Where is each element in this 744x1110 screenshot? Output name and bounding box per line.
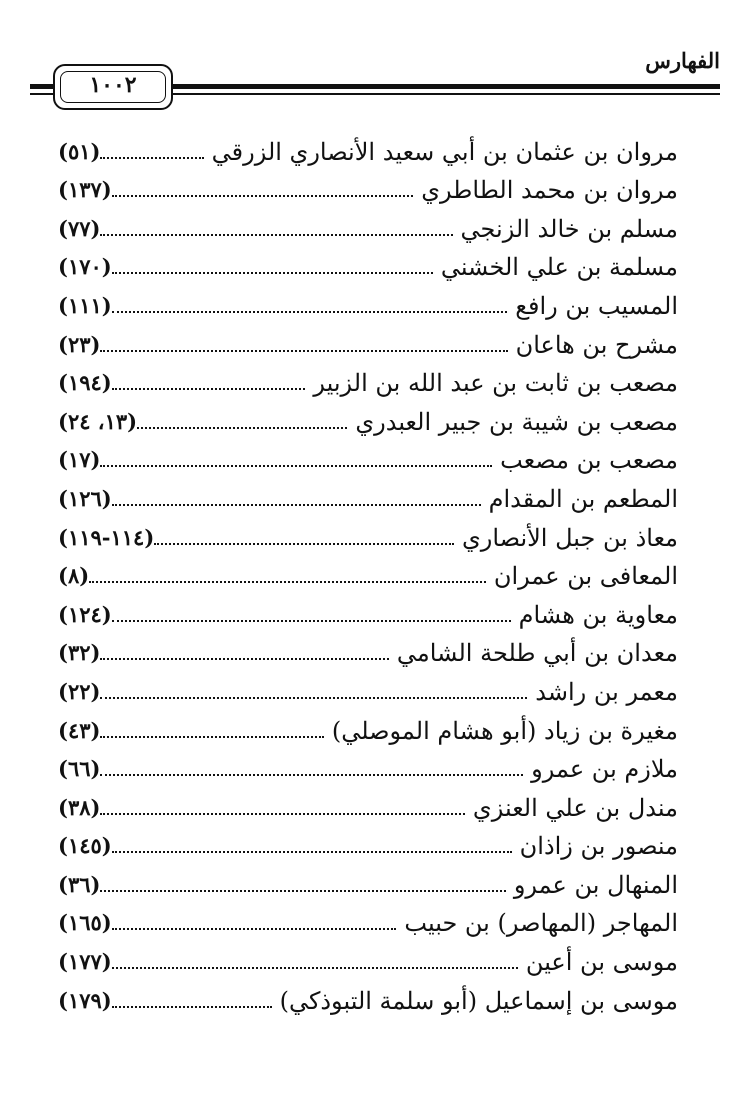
entry-name: معدان بن أبي طلحة الشامي [396, 639, 678, 668]
index-entry [58, 169, 678, 208]
entry-name: معاذ بن جبل الأنصاري [461, 523, 678, 552]
entry-page-refs: (٥١) [58, 138, 101, 164]
index-entry [58, 400, 678, 439]
dot-leader [112, 272, 433, 274]
entry-page-refs: (٢٢) [58, 678, 101, 704]
entry-page-refs: (١٧٩) [58, 987, 112, 1013]
entry-name: مسلمة بن علي الخشني [440, 253, 678, 282]
entry-name: ملازم بن عمرو [531, 755, 678, 784]
index-entry [58, 979, 678, 1018]
entry-page-refs: (١٧٧) [58, 949, 112, 975]
dot-leader [100, 350, 507, 352]
dot-leader [100, 697, 527, 699]
entry-name: مروان بن محمد الطاطري [421, 176, 678, 205]
entry-page-refs: (٧٧) [58, 215, 101, 241]
index-entry [58, 593, 678, 632]
entry-page-refs: (١٧) [58, 447, 101, 473]
index-entry [58, 439, 678, 478]
dot-leader [100, 234, 452, 236]
index-entry [58, 825, 678, 864]
page-number-frame [53, 64, 173, 110]
entry-page-refs: (٢٣) [58, 331, 101, 357]
entry-name: مصعب بن مصعب [500, 446, 678, 475]
dot-leader [137, 427, 347, 429]
entry-page-refs: (٨) [58, 563, 90, 589]
index-entry [58, 362, 678, 401]
entry-name: المنهال بن عمرو [513, 870, 678, 899]
dot-leader [100, 658, 388, 660]
dot-leader [154, 543, 454, 545]
index-entry [58, 940, 678, 979]
index-entry [58, 555, 678, 594]
entry-page-refs: (١٦٥) [58, 910, 112, 936]
entry-page-refs: (١٢٤) [58, 601, 112, 627]
index-entry [58, 863, 678, 902]
entry-page-refs: (٣٦) [58, 871, 101, 897]
index-entry [58, 284, 678, 323]
entry-name: مغيرة بن زياد (أبو هشام الموصلي) [331, 716, 678, 745]
index-entry [58, 130, 678, 169]
dot-leader [112, 620, 511, 622]
section-title: الفهارس [645, 48, 720, 73]
entry-name: مصعب بن شيبة بن جبير العبدري [355, 407, 678, 436]
page-number: ١٠٠٢ [89, 72, 137, 98]
entry-page-refs: (١٢٦) [58, 485, 112, 511]
dot-leader [112, 928, 397, 930]
entry-page-refs: (١٣٧) [58, 177, 112, 203]
index-entry [58, 632, 678, 671]
index-entry [58, 207, 678, 246]
entry-name: مشرح بن هاعان [515, 330, 678, 359]
entry-page-refs: (٣٨) [58, 794, 101, 820]
dot-leader [100, 157, 203, 159]
entry-name: مسلم بن خالد الزنجي [460, 214, 678, 243]
dot-leader [100, 465, 492, 467]
entry-name: مندل بن علي العنزي [472, 793, 678, 822]
entry-page-refs: (٦٦) [58, 756, 101, 782]
entry-page-refs: (١٧٠) [58, 254, 112, 280]
dot-leader [100, 774, 523, 776]
dot-leader [100, 813, 464, 815]
entry-name: موسى بن إسماعيل (أبو سلمة التبوذكي) [279, 986, 678, 1015]
dot-leader [112, 388, 306, 390]
dot-leader [112, 504, 481, 506]
entry-page-refs: (١١١) [58, 292, 112, 318]
dot-leader [89, 581, 486, 583]
entry-page-refs: (١٩٤) [58, 370, 112, 396]
entry-page-refs: (١١٤-١١٩) [58, 524, 155, 550]
entry-name: المعافى بن عمران [493, 562, 678, 591]
entry-name: المطعم بن المقدام [488, 484, 678, 513]
entry-name: معاوية بن هشام [518, 600, 678, 629]
entry-page-refs: (٤٣) [58, 717, 101, 743]
index-entry [58, 246, 678, 285]
dot-leader [112, 311, 507, 313]
page-header [30, 42, 720, 112]
dot-leader [112, 1006, 272, 1008]
index-entry [58, 709, 678, 748]
entry-name: مروان بن عثمان بن أبي سعيد الأنصاري الزرقي [211, 137, 678, 166]
index-entry [58, 477, 678, 516]
index-entry [58, 748, 678, 787]
entry-page-refs: (١٣، ٢٤) [58, 408, 138, 434]
entry-page-refs: (١٤٥) [58, 833, 112, 859]
dot-leader [112, 851, 512, 853]
dot-leader [112, 967, 518, 969]
dot-leader [100, 890, 505, 892]
index-list [58, 130, 678, 1018]
index-entry [58, 323, 678, 362]
entry-name: منصور بن زاذان [519, 832, 678, 861]
entry-name: معمر بن راشد [535, 677, 678, 706]
entry-name: المهاجر (المهاصر) بن حبيب [404, 909, 678, 938]
index-entry [58, 516, 678, 555]
entry-page-refs: (٣٢) [58, 640, 101, 666]
index-entry [58, 786, 678, 825]
entry-name: موسى بن أعين [525, 948, 678, 977]
dot-leader [112, 195, 414, 197]
index-entry [58, 670, 678, 709]
entry-name: المسيب بن رافع [515, 291, 678, 320]
dot-leader [100, 736, 323, 738]
index-entry [58, 902, 678, 941]
entry-name: مصعب بن ثابت بن عبد الله بن الزبير [313, 369, 678, 398]
